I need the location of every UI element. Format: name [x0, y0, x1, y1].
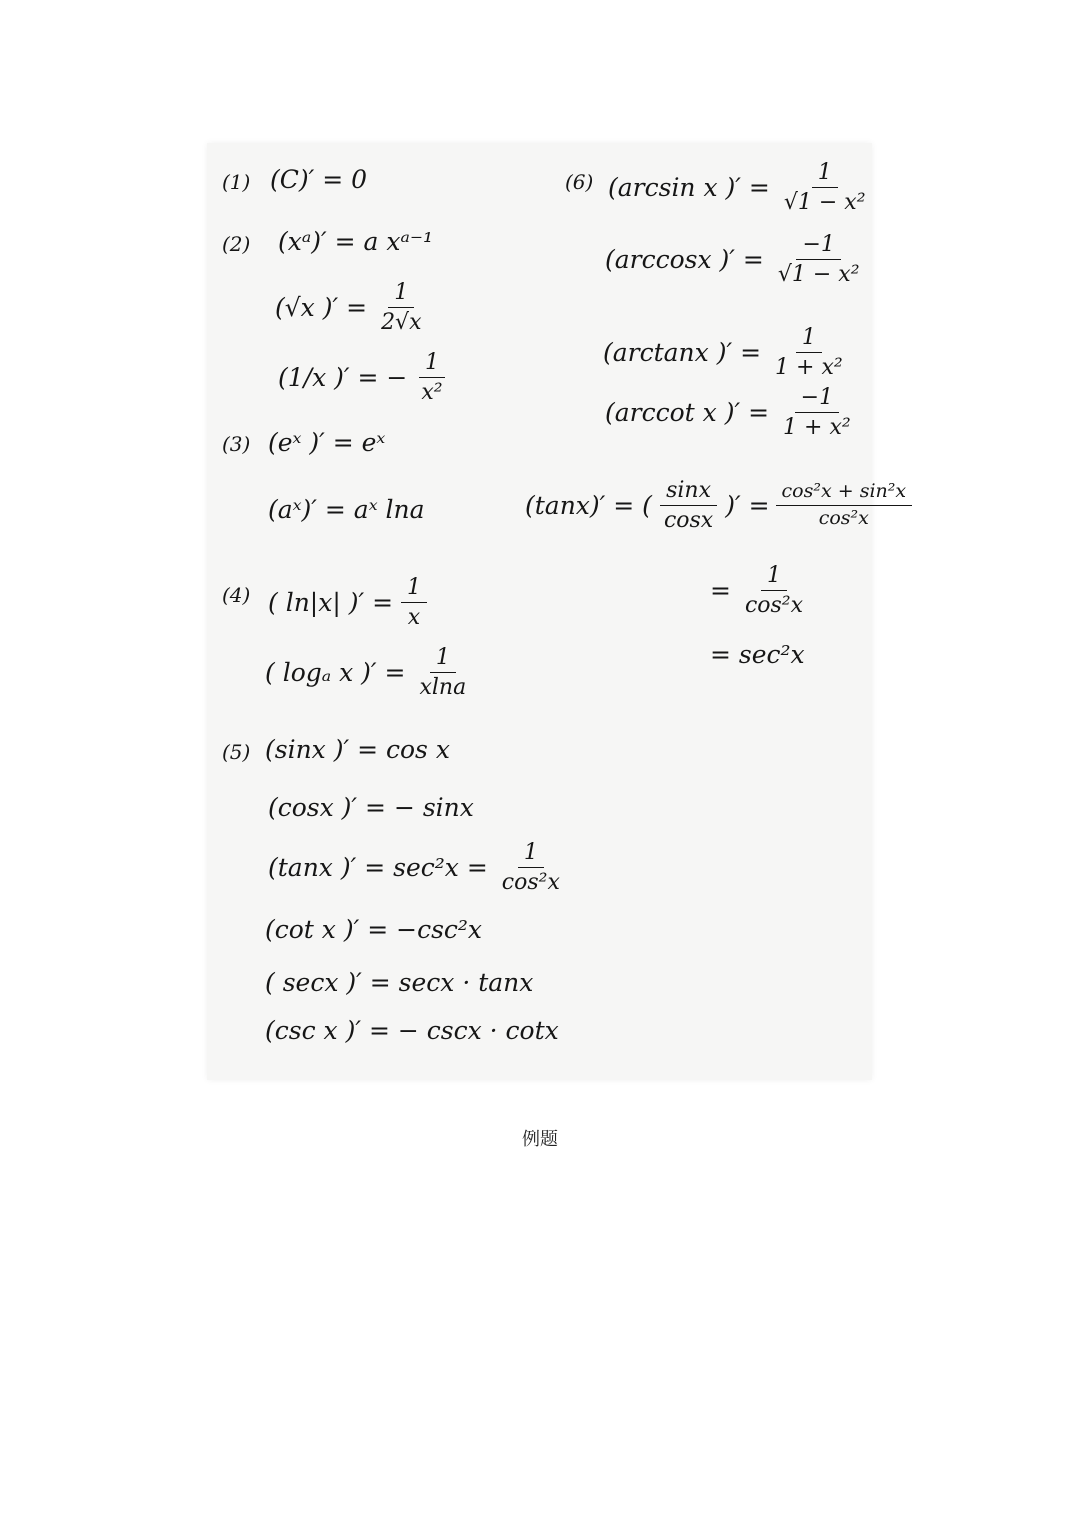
formula-tan-numerator: 1 — [518, 840, 544, 868]
formula-arcsin-lhs: (arcsin x )′ = — [608, 173, 770, 203]
example-step-3: = sec²x — [710, 640, 805, 669]
group-label-1: (1) — [222, 170, 251, 194]
formula-arctan-numerator: 1 — [796, 325, 822, 353]
formula-arccos-fraction — [772, 232, 866, 288]
formula-reciprocal-fraction — [415, 350, 448, 406]
group-label-2: (2) — [222, 232, 251, 256]
formula-ln-fraction — [401, 575, 427, 631]
formula-arccos — [605, 232, 866, 288]
formula-log-a-numerator: 1 — [430, 645, 456, 673]
formula-exp: (eˣ )′ = eˣ — [268, 428, 386, 457]
formula-log-a-lhs: ( logₐ x )′ = — [265, 658, 406, 688]
formula-reciprocal — [278, 350, 449, 406]
group-label-3: (3) — [222, 432, 251, 456]
formula-log-a — [265, 645, 472, 701]
formula-arctan-fraction — [769, 325, 849, 381]
formula-constant: (C)′ = 0 — [270, 165, 368, 194]
formula-sqrt-numerator: 1 — [388, 280, 414, 308]
formula-power: (xᵃ)′ = a xᵃ⁻¹ — [278, 227, 434, 256]
formula-arcsin — [608, 160, 872, 216]
example-lhs: (tanx)′ = ( — [525, 491, 652, 521]
formula-reciprocal-denominator: x² — [421, 380, 443, 406]
formula-sqrt — [275, 280, 428, 336]
formula-ln-numerator: 1 — [401, 575, 427, 603]
example-sin-numerator: sinx — [660, 478, 717, 506]
group-label-4: (4) — [222, 583, 251, 607]
formula-arccot-denominator: 1 + x² — [783, 415, 851, 441]
formula-csc: (csc x )′ = − cscx · cotx — [265, 1016, 559, 1045]
formula-tan-denominator: cos²x — [501, 870, 560, 896]
formula-sqrt-denominator: 2√x — [381, 310, 422, 336]
formula-cot: (cot x )′ = −csc²x — [265, 915, 483, 944]
group-label-5: (5) — [222, 740, 251, 764]
formula-arccot — [605, 385, 857, 441]
formula-arccos-numerator: −1 — [796, 232, 840, 260]
example-mid: )′ = — [725, 491, 770, 521]
formula-arctan-denominator: 1 + x² — [775, 355, 843, 381]
formula-log-a-fraction — [413, 645, 472, 701]
example-quotient-denominator: cos²x — [818, 507, 869, 530]
formula-arccot-lhs: (arccot x )′ = — [605, 398, 770, 428]
formula-ln-lhs: ( ln|x| )′ = — [268, 588, 394, 618]
formula-sqrt-lhs: (√x )′ = — [275, 293, 368, 323]
example-step-2-eq: = — [710, 576, 731, 606]
formula-arcsin-denominator: √1 − x² — [783, 190, 866, 216]
formula-arccos-denominator: √1 − x² — [777, 262, 860, 288]
formula-reciprocal-numerator: 1 — [419, 350, 445, 378]
formula-arccot-numerator: −1 — [795, 385, 839, 413]
formula-sec: ( secx )′ = secx · tanx — [265, 968, 534, 997]
formula-sqrt-fraction — [375, 280, 427, 336]
formula-ln — [268, 575, 427, 631]
example-step-2-denominator: cos²x — [744, 593, 804, 619]
formula-arctan-lhs: (arctanx )′ = — [603, 338, 762, 368]
example-step-2-numerator: 1 — [761, 563, 787, 591]
formula-tan-fraction — [496, 840, 566, 896]
example-cos-denominator: cosx — [663, 508, 714, 534]
example-sin-over-cos — [658, 478, 719, 534]
formula-cos: (cosx )′ = − sinx — [268, 793, 474, 822]
example-quotient-rule-fraction — [776, 481, 913, 530]
formula-reciprocal-lhs: (1/x )′ = − — [278, 363, 408, 393]
formula-log-a-denominator: xlna — [419, 675, 467, 701]
formula-sin: (sinx )′ = cos x — [265, 735, 450, 764]
example-step-2-fraction — [739, 563, 809, 619]
formula-arccos-lhs: (arccosx )′ = — [605, 245, 764, 275]
formula-arcsin-numerator: 1 — [812, 160, 838, 188]
example-quotient-numerator: cos²x + sin²x — [776, 481, 913, 506]
group-label-6: (6) — [565, 170, 594, 194]
formula-ln-denominator: x — [407, 605, 421, 631]
figure-caption: 例题 — [522, 1129, 558, 1150]
example-step-2 — [710, 563, 809, 619]
formula-arcsin-fraction — [778, 160, 872, 216]
formula-arccot-fraction — [777, 385, 857, 441]
example-tan-derivation — [525, 478, 912, 534]
formula-tan — [268, 840, 566, 896]
formula-tan-lhs: (tanx )′ = sec²x = — [268, 853, 488, 883]
formula-exp-base-a: (aˣ)′ = aˣ lna — [268, 495, 425, 524]
formula-arctan — [603, 325, 849, 381]
